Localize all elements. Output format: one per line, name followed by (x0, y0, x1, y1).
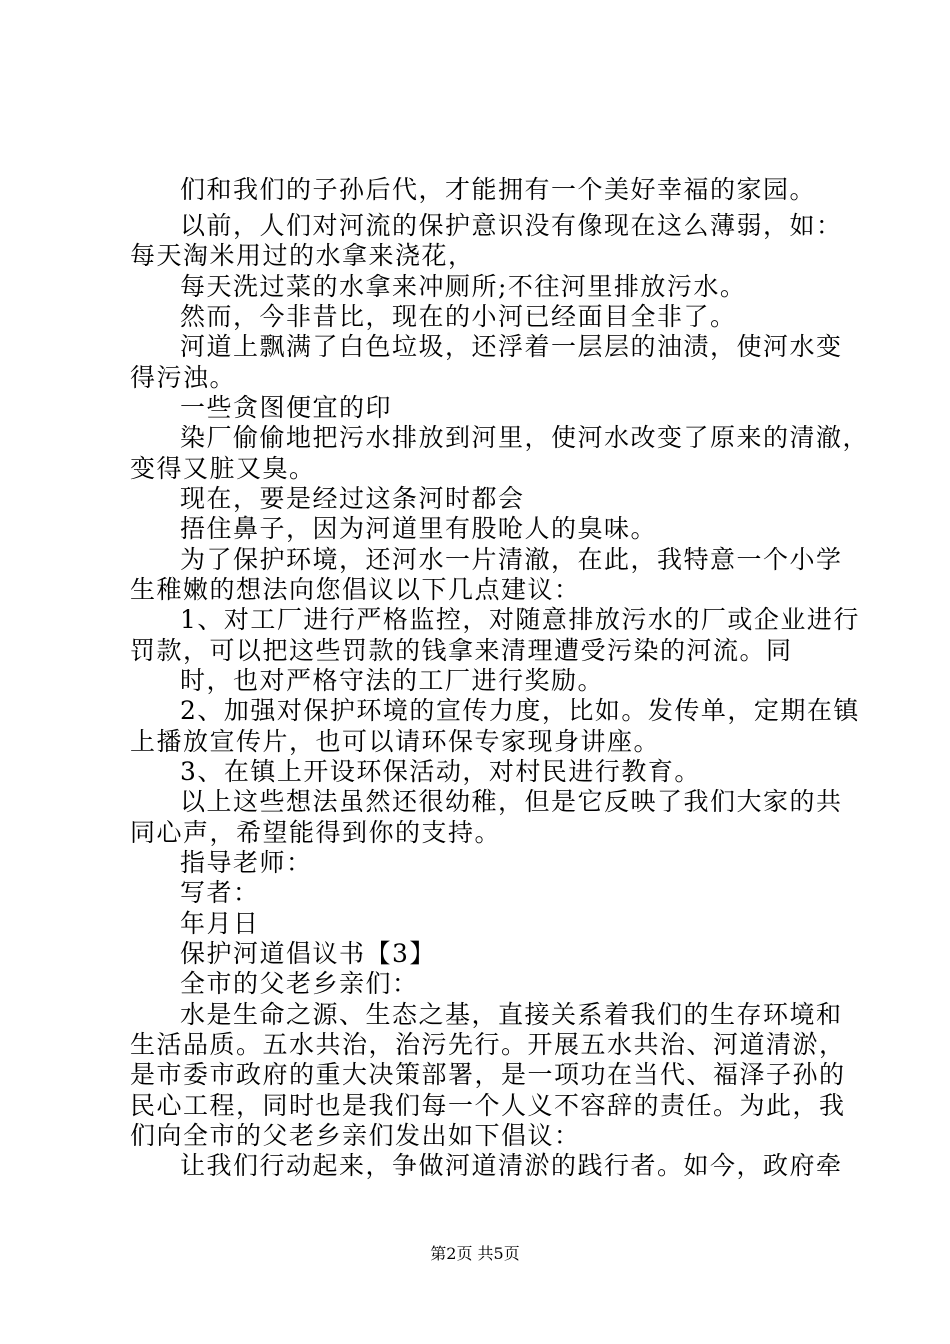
text-line: 染厂偷偷地把污水排放到河里，使河水改变了原来的清澈， (180, 423, 870, 452)
text-line: 同心声，希望能得到你的支持。 (130, 818, 502, 847)
text-line: 让我们行动起来，争做河道清淤的践行者。如今，政府牵 (180, 1151, 843, 1180)
text-line: 每天淘米用过的水拿来浇花， (130, 241, 475, 270)
text-line: 现在，要是经过这条河时都会 (180, 484, 525, 513)
text-line: 一些贪图便宜的印 (180, 393, 393, 422)
text-line: 写者： (180, 878, 260, 907)
text-line: 然而，今非昔比，现在的小河已经面目全非了。 (180, 302, 737, 331)
text-line: 年月日 (180, 909, 260, 938)
section-title: 保护河道倡议书【3】 (180, 939, 436, 968)
text-line: 生活品质。五水共治，治污先行。开展五水共治、河道清淤， (130, 1030, 846, 1059)
text-line: 指导老师： (180, 848, 313, 877)
text-line: 时，也对严格守法的工厂进行奖励。 (180, 666, 605, 695)
text-line: 水是生命之源、生态之基，直接关系着我们的生存环境和 (180, 1000, 843, 1029)
text-line: 2、加强对保护环境的宣传力度，比如。发传单，定期在镇 (180, 696, 860, 725)
text-line: 全市的父老乡亲们： (180, 969, 419, 998)
text-line: 生稚嫩的想法向您倡议以下几点建议： (130, 575, 581, 604)
text-line: 河道上飘满了白色垃圾，还浮着一层层的油渍，使河水变 (180, 332, 843, 361)
text-line: 们和我们的子孙后代，才能拥有一个美好幸福的家园。 (180, 175, 817, 204)
text-line: 1、对工厂进行严格监控，对随意排放污水的厂或企业进行 (180, 605, 860, 634)
text-line: 变得又脏又臭。 (130, 454, 316, 483)
text-line: 为了保护环境，还河水一片清澈，在此，我特意一个小学 (180, 545, 843, 574)
text-line: 3、在镇上开设环保活动，对村民进行教育。 (180, 757, 701, 786)
text-line: 上播放宣传片，也可以请环保专家现身讲座。 (130, 727, 661, 756)
text-line: 罚款，可以把这些罚款的钱拿来清理遭受污染的河流。同 (130, 636, 793, 665)
text-line: 每天洗过菜的水拿来冲厕所;不往河里排放污水。 (180, 272, 747, 301)
text-line: 以上这些想法虽然还很幼稚，但是它反映了我们大家的共 (180, 787, 843, 816)
text-line: 得污浊。 (130, 363, 237, 392)
text-line: 捂住鼻子，因为河道里有股呛人的臭味。 (180, 514, 658, 543)
text-line: 们向全市的父老乡亲们发出如下倡议： (130, 1121, 581, 1150)
text-line: 民心工程，同时也是我们每一个人义不容辞的责任。为此，我 (130, 1091, 846, 1120)
text-line: 以前，人们对河流的保护意识没有像现在这么薄弱，如： (180, 211, 843, 240)
page-number-footer: 第2页 共5页 (430, 1244, 520, 1263)
text-line: 是市委市政府的重大决策部署，是一项功在当代、福泽子孙的 (130, 1060, 846, 1089)
